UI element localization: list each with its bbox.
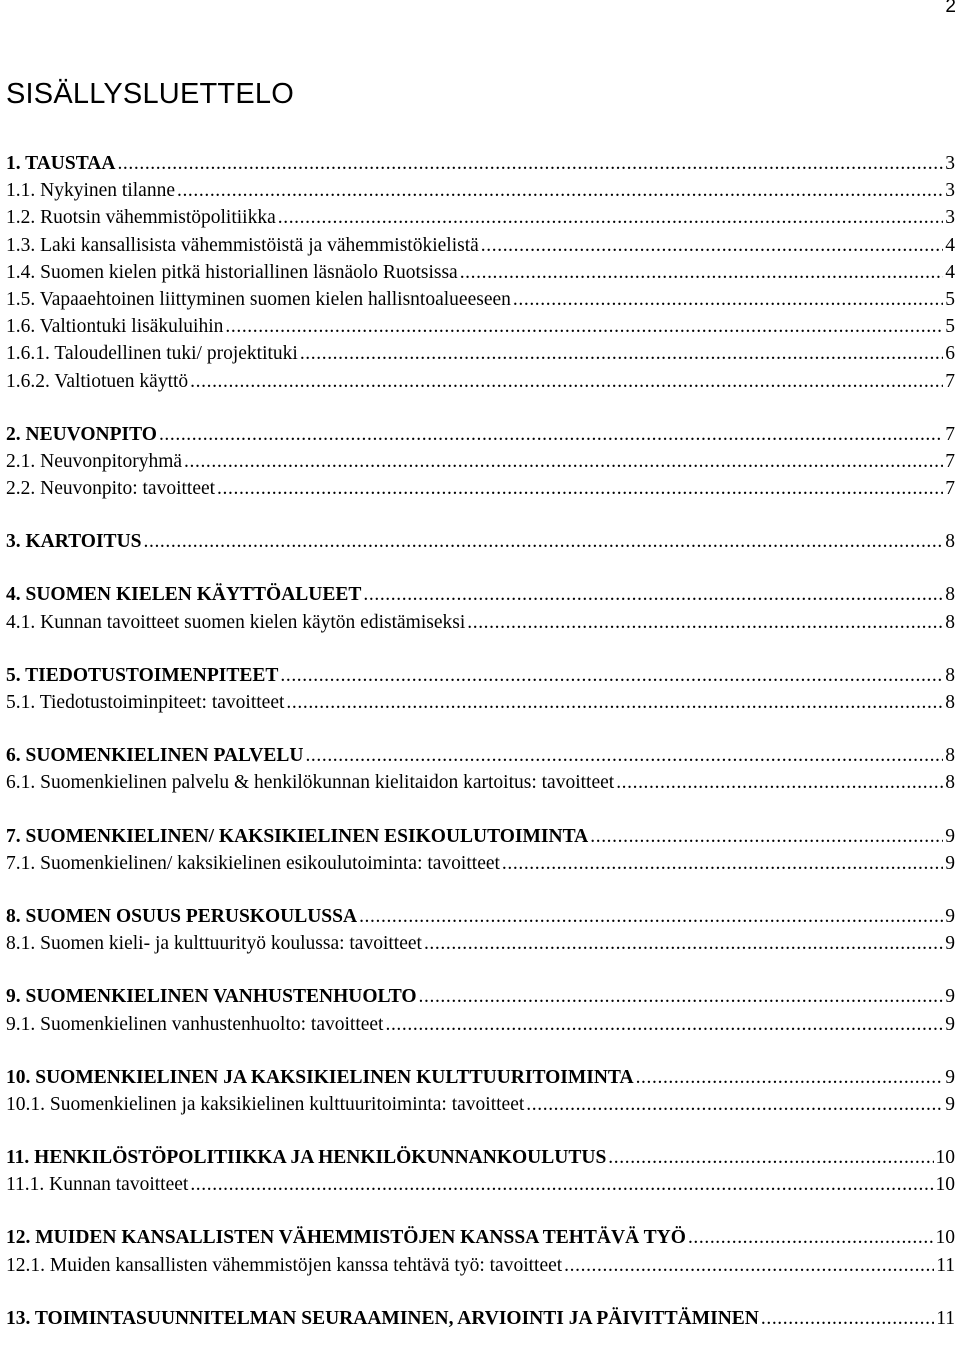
toc-dot-leader: [688, 1224, 934, 1251]
toc-dot-leader: [177, 177, 943, 204]
toc-entry-title: 1.2. Ruotsin vähemmistöpolitiikka: [6, 207, 276, 229]
toc-subsection-entry[interactable]: [6, 204, 955, 231]
toc-entry-title: 3. KARTOITUS: [6, 531, 142, 553]
toc-dot-leader: [385, 1011, 943, 1038]
toc-section-gap: [6, 502, 955, 528]
toc-entry-page: 9: [945, 1093, 955, 1115]
toc-entry-title: 1.4. Suomen kielen pitkä historiallinen läsnäolo Ruotsissa: [6, 261, 458, 283]
toc-entry-title: 9. SUOMENKIELINEN VANHUSTENHUOLTO: [6, 986, 417, 1008]
toc-subsection-entry[interactable]: [6, 850, 955, 877]
toc-section-entry[interactable]: [6, 421, 955, 448]
toc-subsection-entry[interactable]: [6, 1171, 955, 1198]
toc-subsection-entry[interactable]: [6, 448, 955, 475]
toc-entry-page: 10: [935, 1227, 955, 1249]
toc-section-gap: [6, 1118, 955, 1144]
toc-section-gap: [6, 1279, 955, 1305]
toc-entry-page: 7: [945, 370, 955, 392]
toc-section-gap: [6, 877, 955, 903]
table-of-contents: [6, 150, 955, 1332]
toc-subsection-entry[interactable]: [6, 340, 955, 367]
toc-entry-page: 9: [945, 933, 955, 955]
toc-dot-leader: [217, 475, 943, 502]
toc-entry-title: 7.1. Suomenkielinen/ kaksikielinen esikoulutoiminta: tavoitteet: [6, 852, 500, 874]
toc-entry-page: 5: [945, 288, 955, 310]
toc-entry-title: 5.1. Tiedotustoiminpiteet: tavoitteet: [6, 692, 285, 713]
toc-subsection-entry[interactable]: [6, 689, 955, 716]
toc-dot-leader: [190, 368, 943, 395]
toc-entry-title: 10. SUOMENKIELINEN JA KAKSIKIELINEN KULTTUURITOIMINTA: [6, 1066, 634, 1088]
toc-entry-page: 8: [945, 692, 955, 713]
toc-entry-page: 3: [945, 153, 955, 174]
toc-entry-page: 4: [945, 261, 955, 283]
toc-entry-page: 8: [945, 664, 955, 686]
toc-entry-page: 10: [935, 1147, 955, 1169]
toc-entry-page: 3: [945, 207, 955, 229]
toc-subsection-entry[interactable]: [6, 769, 955, 796]
toc-section-gap: [6, 636, 955, 662]
toc-subsection-entry[interactable]: [6, 1252, 955, 1279]
toc-subsection-entry[interactable]: [6, 1091, 955, 1118]
toc-dot-leader: [460, 259, 944, 286]
toc-section-entry[interactable]: [6, 742, 955, 769]
toc-entry-title: 2.2. Neuvonpito: tavoitteet: [6, 478, 216, 500]
toc-section-entry[interactable]: [6, 662, 955, 689]
toc-dot-leader: [280, 662, 943, 689]
toc-entry-title: 2.1. Neuvonpitoryhmä: [6, 450, 183, 472]
toc-entry-title: 12. MUIDEN KANSALLISTEN VÄHEMMISTÖJEN KANSSA TEHTÄVÄ TYÖ: [6, 1227, 686, 1249]
toc-entry-page: 8: [945, 531, 955, 553]
toc-section-gap: [6, 1198, 955, 1224]
toc-entry-title: 11.1. Kunnan tavoitteet: [6, 1174, 189, 1196]
toc-entry-page: 5: [945, 316, 955, 338]
toc-dot-leader: [144, 528, 944, 555]
toc-entry-page: 7: [945, 423, 955, 445]
toc-entry-page: 3: [945, 180, 955, 202]
toc-entry-title: 6. SUOMENKIELINEN PALVELU: [6, 745, 304, 767]
toc-entry-title: 1. TAUSTAA: [6, 153, 116, 174]
toc-entry-title: 5. TIEDOTUSTOIMENPITEET: [6, 664, 279, 686]
toc-dot-leader: [190, 1171, 933, 1198]
toc-entry-page: 4: [945, 234, 955, 256]
toc-dot-leader: [590, 823, 943, 850]
toc-section-gap: [6, 716, 955, 742]
toc-entry-page: 6: [945, 343, 955, 365]
toc-entry-title: 8. SUOMEN OSUUS PERUSKOULUSSA: [6, 905, 358, 927]
toc-entry-title: 8.1. Suomen kieli- ja kulttuurityö koulussa: tavoitteet: [6, 933, 422, 955]
toc-section-entry[interactable]: [6, 150, 955, 177]
toc-subsection-entry[interactable]: [6, 1011, 955, 1038]
toc-section-entry[interactable]: [6, 903, 955, 930]
toc-entry-title: 11. HENKILÖSTÖPOLITIIKKA JA HENKILÖKUNNANKOULUTUS: [6, 1147, 607, 1169]
toc-entry-title: 1.6. Valtiontuki lisäkuluihin: [6, 316, 224, 338]
toc-entry-page: 8: [945, 611, 955, 633]
toc-section-gap: [6, 555, 955, 581]
toc-dot-leader: [636, 1064, 944, 1091]
toc-entry-title: 9.1. Suomenkielinen vanhustenhuolto: tavoitteet: [6, 1013, 384, 1035]
toc-dot-leader: [513, 286, 943, 313]
toc-subsection-entry[interactable]: [6, 313, 955, 340]
toc-section-gap: [6, 797, 955, 823]
toc-entry-page: 9: [945, 1013, 955, 1035]
toc-subsection-entry[interactable]: [6, 286, 955, 313]
toc-entry-page: 9: [945, 1066, 955, 1088]
toc-section-gap: [6, 1038, 955, 1064]
page-number: 2: [945, 0, 956, 17]
toc-entry-page: 11: [936, 1307, 955, 1329]
toc-dot-leader: [225, 313, 943, 340]
toc-section-entry[interactable]: [6, 1064, 955, 1091]
toc-section-entry[interactable]: [6, 1224, 955, 1251]
toc-dot-leader: [300, 340, 943, 367]
toc-dot-leader: [481, 232, 943, 259]
toc-dot-leader: [424, 930, 943, 957]
toc-entry-title: 1.3. Laki kansallisista vähemmistöistä ja vähemmistökielistä: [6, 234, 479, 256]
toc-dot-leader: [117, 150, 943, 177]
toc-entry-title: 10.1. Suomenkielinen ja kaksikielinen kulttuuritoiminta: tavoitteet: [6, 1093, 525, 1115]
toc-entry-page: 9: [945, 905, 955, 927]
toc-section-entry[interactable]: [6, 983, 955, 1010]
toc-subsection-entry[interactable]: [6, 368, 955, 395]
toc-entry-page: 7: [945, 478, 955, 500]
toc-entry-page: 11: [936, 1254, 955, 1276]
toc-dot-leader: [616, 769, 943, 796]
toc-section-entry[interactable]: [6, 823, 955, 850]
toc-section-entry[interactable]: [6, 528, 955, 555]
toc-entry-title: 12.1. Muiden kansallisten vähemmistöjen kanssa tehtävä työ: tavoitteet: [6, 1254, 563, 1276]
toc-subsection-entry[interactable]: [6, 232, 955, 259]
toc-entry-page: 8: [945, 772, 955, 794]
toc-dot-leader: [608, 1144, 933, 1171]
toc-subsection-entry[interactable]: [6, 475, 955, 502]
toc-entry-title: 1.5. Vapaaehtoinen liittyminen suomen kielen hallisntoalueeseen: [6, 288, 511, 310]
toc-section-entry[interactable]: [6, 1305, 955, 1332]
toc-dot-leader: [467, 609, 943, 636]
toc-entry-page: 9: [945, 986, 955, 1008]
toc-entry-page: 8: [945, 584, 955, 606]
toc-dot-leader: [564, 1252, 934, 1279]
toc-entry-title: 7. SUOMENKIELINEN/ KAKSIKIELINEN ESIKOULUTOIMINTA: [6, 825, 589, 847]
toc-section-entry[interactable]: [6, 1144, 955, 1171]
toc-section-gap: [6, 395, 955, 421]
toc-entry-title: 4.1. Kunnan tavoitteet suomen kielen käytön edistämiseksi: [6, 611, 466, 633]
toc-dot-leader: [305, 742, 943, 769]
toc-entry-title: 13. TOIMINTASUUNNITELMAN SEURAAMINEN, ARVIOINTI JA PÄIVITTÄMINEN: [6, 1307, 759, 1329]
document-title: SISÄLLYSLUETTELO: [6, 78, 294, 110]
toc-subsection-entry[interactable]: [6, 609, 955, 636]
toc-entry-page: 7: [945, 450, 955, 472]
toc-entry-title: 4. SUOMEN KIELEN KÄYTTÖALUEET: [6, 584, 362, 606]
toc-entry-page: 9: [945, 825, 955, 847]
toc-entry-title: 1.1. Nykyinen tilanne: [6, 180, 175, 202]
toc-entry-page: 8: [945, 745, 955, 767]
toc-dot-leader: [278, 204, 944, 231]
toc-subsection-entry[interactable]: [6, 177, 955, 204]
toc-subsection-entry[interactable]: [6, 259, 955, 286]
toc-entry-title: 1.6.1. Taloudellinen tuki/ projektituki: [6, 343, 298, 365]
toc-section-gap: [6, 957, 955, 983]
toc-dot-leader: [159, 421, 943, 448]
toc-dot-leader: [363, 581, 943, 608]
toc-entry-title: 6.1. Suomenkielinen palvelu & henkilökunnan kielitaidon kartoitus: tavoitteet: [6, 772, 615, 794]
toc-dot-leader: [526, 1091, 943, 1118]
toc-dot-leader: [502, 850, 943, 877]
toc-dot-leader: [184, 448, 943, 475]
toc-entry-page: 9: [945, 852, 955, 874]
toc-subsection-entry[interactable]: [6, 930, 955, 957]
toc-entry-title: 1.6.2. Valtiotuen käyttö: [6, 370, 189, 392]
toc-dot-leader: [419, 983, 944, 1010]
toc-dot-leader: [286, 689, 943, 716]
toc-entry-title: 2. NEUVONPITO: [6, 423, 157, 445]
toc-dot-leader: [761, 1305, 934, 1332]
toc-section-entry[interactable]: [6, 581, 955, 608]
toc-dot-leader: [359, 903, 943, 930]
toc-entry-page: 10: [935, 1174, 955, 1196]
